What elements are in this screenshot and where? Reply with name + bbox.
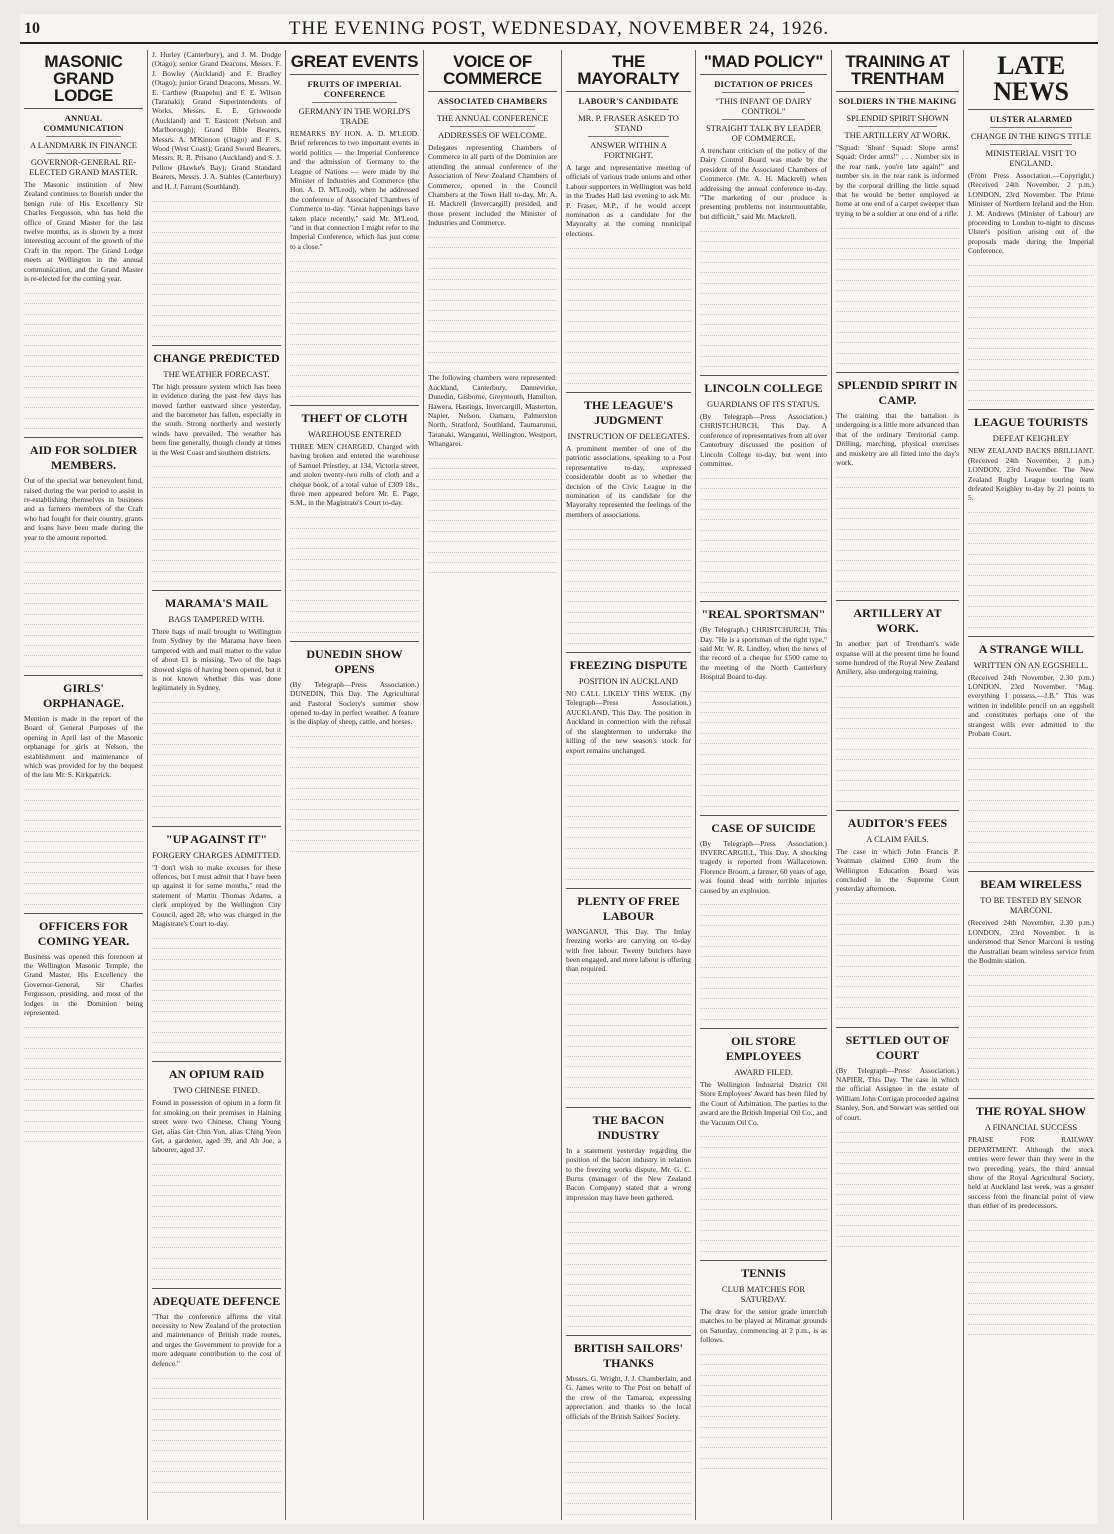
section-title: FREEZING DISPUTE xyxy=(566,652,691,673)
article-headline: MASONIC GRAND LODGE xyxy=(24,50,143,109)
article-subheading: MR. P. FRASER ASKED TO STAND xyxy=(578,113,679,133)
text-filler xyxy=(290,727,419,852)
section-title: "REAL SPORTSMAN" xyxy=(700,601,827,622)
divider xyxy=(722,92,805,93)
section-title: THE BACON INDUSTRY xyxy=(566,1107,691,1143)
article-subheading: GERMANY IN THE WORLD'S TRADE xyxy=(298,106,411,126)
section-body: (By Telegraph.) CHRISTCHURCH, This Day. "He is a sportsman of the right type," said Mr. W. R. Lindley, when the news of the record of a cheque for £500 came to the meeting of the North Canterbury Hospital Board to-day. xyxy=(700,625,827,682)
article-body: REMARKS BY HON. A. D. M'LEOD. Brief references to two important events in world politics — the Imperial Conference and the admission of Germany to the League of Nations — were made by the Minister of Industries and Commerce (the Hon. A. D. M'Leod), when he addressed the conference of Associated Chambers of Commerce to-day. "Great happenings have taken place recently," said Mr. M'Leod, "and in that connection I might refer to the Imperial Conference, which has just come to a close." xyxy=(290,129,419,251)
section-body: Found in possession of opium in a form fit for smoking on their premises in Haining street were two Chinese, Chung Young Get, alias Get Chin Yon, alias Ching Yeon Get, a gardener, aged 39, and Ah Joe, a labourer, aged 37. xyxy=(152,1098,281,1155)
article-body: A trenchant criticism of the policy of the Dairy Control Board was made by the president of the Associated Chambers of Commerce (Mr. A. H. Mackrell) when addressing the annual conference to-day. "The marketing of our produce is presenting problems not insurmountable, but difficult," said Mr. Mackrell. xyxy=(700,146,827,221)
article-subheading: THE ANNUAL CONFERENCE xyxy=(436,113,549,123)
article-subheading: GOVERNOR-GENERAL RE-ELECTED GRAND MASTER. xyxy=(29,157,138,177)
text-filler xyxy=(152,457,281,582)
article-subheading: "THIS INFANT OF DAIRY CONTROL" xyxy=(715,96,812,116)
divider xyxy=(312,102,397,103)
article-subheading: A LANDMARK IN FINANCE xyxy=(30,140,137,150)
text-filler xyxy=(152,1368,281,1493)
section-title: LEAGUE TOURISTS xyxy=(968,409,1094,430)
divider xyxy=(858,126,937,127)
text-filler xyxy=(968,503,1094,628)
section-body: (By Telegraph—Press Association.) DUNEDIN, This Day. The Agricultural and Pastoral Society's summer show opened to-day in perfect weather. A feature is the display of sheep, cattle, and horses. xyxy=(290,679,419,727)
section-body: (By Telegraph—Press Association.) NAPIER, This Day. The case in which the official Assignee in the estate of William John Corrigan proceeded against Stanley, Son, and Stewart was settled out of court. xyxy=(836,1065,959,1122)
section-title: "UP AGAINST IT" xyxy=(152,826,281,847)
article-body: J. Hurley (Canterbury), and J. M. Dodge (Otago); senior Grand Deacons, Messrs. F. J. Bowley (Auckland) and F. Bradley (Otago); junior Grand Deacons, Messrs. W. E. Carthew (Ruapehu) and F. E. Wilson (Taranaki); Grand Superintendents of Works, Messrs. E. E. Griswoode (Auckland) and T. Eastcott (Nelson and Marlborough); Grand Bible Bearers, Messrs. A. M'Kinnon (Otago) and F. S. Wood (West Coast); Grand Sword Bearers, Messrs. R. R. Prisano (Auckland) and S. J. Pellow (Hawke's Bay); Grand Standard Bearers, Messrs. J. A. Stables (Canterbury) and H. J. Farrant (Southland). xyxy=(152,50,281,191)
section-body: (By Telegraph—Press Association.) CHRISTCHURCH, This Day. A conference of representatives from all over Canterbury discussed the position of Lincoln College to-day, but went into committee. xyxy=(700,411,828,468)
section-body: The case in which John Francis P. Yeatman claimed £360 from the Wellington Education Board was concluded in the Supreme Court yesterday afternoon. xyxy=(836,846,959,894)
divider xyxy=(588,109,669,110)
divider xyxy=(990,127,1072,128)
section-title: MARAMA'S MAIL xyxy=(152,590,281,611)
section-subheading: DEFEAT KEIGHLEY xyxy=(992,433,1070,444)
section-title: AUDITOR'S FEES xyxy=(836,810,959,831)
section-body: "I don't wish to make excuses for these offences, but I must admit that I have been up against it for some months," read the statement of Martin Thomas Adams, a clerk employed by the Wellington City Council, aged 28, who was charged in the Magistrate's Court to-day. xyxy=(152,862,281,929)
page-number: 10 xyxy=(24,20,40,37)
text-filler xyxy=(566,974,691,1099)
section-body: Mention is made in the report of the Board of General Purposes of the opening in April last of the Masonic orphanage for girls at Nelson, the establishment and maintenance of which was provided for by the bequest of the late Mr. S. Kirkpatrick. xyxy=(24,713,143,780)
section-body: The Wellington Industrial District Oil Store Employees' Award has been filed by the Court of Arbitration. The parties to the award are the British Imperial Oil Co., and the Vacuum Oil Co. xyxy=(700,1079,827,1127)
article-subheading: SPLENDID SPIRIT SHOWN xyxy=(846,113,949,123)
divider xyxy=(990,144,1072,145)
section-title: DUNEDIN SHOW OPENS xyxy=(290,641,419,677)
section-body: "That the conference affirms the vital necessity to New Zealand of the protection and maintenance of British trade routes, and urges the Government to provide for a more adequate contribution to the cost of defence." xyxy=(152,1311,281,1368)
column-7 xyxy=(832,50,964,1520)
section-title: TENNIS xyxy=(700,1260,827,1281)
text-filler xyxy=(700,682,827,807)
section-subheading: A CLAIM FAILS. xyxy=(866,833,929,844)
article-headline: TRAINING AT TRENTHAM xyxy=(836,50,959,92)
article-subheading: ULSTER ALARMED xyxy=(989,114,1073,124)
section-body: THREE MEN CHARGED. Charged with having broken and entered the warehouse of Samuel Priestley, at 134, Victoria street, and stolen twenty-two rolls of cloth and a cheque book, of a total value of £309 18s., three men appeared before Mr. E. Page, S.M., in the Magistrate's Court to-day. xyxy=(290,441,419,508)
text-filler xyxy=(700,895,827,1020)
column-2 xyxy=(148,50,286,1520)
article-subheading: DICTATION OF PRICES xyxy=(714,79,813,89)
text-filler xyxy=(836,467,959,592)
section-subheading: AWARD FILED. xyxy=(734,1066,793,1077)
article-subheading: ANSWER WITHIN A FORTNIGHT. xyxy=(590,140,667,160)
newspaper-title: THE EVENING POST, WEDNESDAY, NOVEMBER 24, 1926. xyxy=(288,18,830,39)
column-4 xyxy=(424,50,562,1520)
section-title: LINCOLN COLLEGE xyxy=(700,375,827,396)
section-subheading: THE WEATHER FORECAST. xyxy=(163,368,270,379)
text-filler xyxy=(24,780,143,905)
section-subheading: INSTRUCTION OF DELEGATES. xyxy=(567,430,690,441)
article-subheading: THE ARTILLERY AT WORK. xyxy=(844,130,951,140)
text-filler xyxy=(968,256,1094,402)
text-filler xyxy=(968,965,1094,1090)
text-filler xyxy=(428,449,557,574)
section-subheading: WRITTEN ON AN EGGSHELL. xyxy=(973,659,1089,670)
text-filler xyxy=(700,221,827,367)
section-title: BRITISH SAILORS' THANKS xyxy=(566,1335,691,1371)
column-8 xyxy=(964,50,1098,1520)
article-headline: GREAT EVENTS xyxy=(290,50,419,75)
section-body: The following chambers were represented: Auckland, Canterbury, Dannevirke, Dunedin, Gisborne, Greymouth, Hamilton, Hawera, Hastings, Invercargill, Masterton, Napier, Nelson, Oamaru, Palmerston North, Stratford, Southland, Taumarunui, Taranaki, Wanganui, Wellington, Westport, Whangarei. xyxy=(428,373,557,449)
section-title: BEAM WIRELESS xyxy=(968,871,1094,892)
section-body: The training that the battalion is undergoing is a little more advanced than that of the ordinary Territorial camp. Drilling, marching, physical exercises and musketry are all fitted into the day's work. xyxy=(836,410,959,467)
article-headline: VOICE OF COMMERCE xyxy=(428,50,557,92)
article-headline: "MAD POLICY" xyxy=(700,50,827,75)
section-body: The high pressure system which has been in evidence during the past few days has moved farther eastward since yesterday, and the barometer has fallen, especially in the south. Strong northerly and westerly winds have prevailed. The weather has been fine generally, though cloudy at times in the West Coast and southern districts. xyxy=(152,381,281,457)
text-filler xyxy=(290,251,419,397)
text-filler xyxy=(152,1155,281,1280)
text-filler xyxy=(566,238,691,384)
column-6 xyxy=(696,50,832,1520)
section-body: NEW ZEALAND BACKS BRILLIANT. (Received 24th November, 2 p.m.) LONDON, 23rd November. The New Zealand Rugby League touring team defeated Keighley to-day by 21 points to 5. xyxy=(968,446,1094,503)
text-filler xyxy=(566,519,691,644)
article-subheading: ANNUAL COMMUNICATION xyxy=(43,113,124,133)
section-title: THEFT OF CLOTH xyxy=(290,405,419,426)
text-filler xyxy=(152,928,281,1053)
text-filler xyxy=(836,218,959,364)
section-body: Messrs. G. Wright, J. J. Chamberlain, and G. James write to The Post on behalf of the crew of the Tamaroa, expressing appreciation and thanks to the local officials of the British Sailors' Society. xyxy=(566,1374,691,1421)
section-subheading: GUARDIANS OF ITS STATUS. xyxy=(707,398,820,409)
text-filler xyxy=(566,1421,691,1520)
article-subheading: SOLDIERS IN THE MAKING xyxy=(838,96,957,106)
section-title: SETTLED OUT OF COURT xyxy=(836,1027,959,1063)
section-title: CHANGE PREDICTED xyxy=(152,345,281,366)
section-body: (Received 24th November, 2.30 p.m.) LONDON, 23rd November. It is understood that Senor Marconi is testing the Australian beam wireless service from the Bodmin station. xyxy=(968,918,1094,965)
section-body: NO CALL LIKELY THIS WEEK. (By Telegraph—Press Association.) AUCKLAND, This Day. The position in Auckland in connection with the refusal of the slaughtermen to undertake the killing of the new season's stock for export remains unchanged. xyxy=(566,689,691,755)
text-filler xyxy=(24,542,143,667)
section-title: OIL STORE EMPLOYEES xyxy=(700,1028,827,1064)
divider xyxy=(46,153,121,154)
text-filler xyxy=(152,191,281,337)
section-title: ADEQUATE DEFENCE xyxy=(152,1288,281,1309)
article-body: Delegates representing Chambers of Commerce in all parts of the Dominion are attending the annual conference of the Association of New Zealand Chambers of Commerce, opened in the Council Chambers at the Town Hall to-day. Mr. A. H. Mackrell (Invercargill) presided, and those present included the Minister of Industries and Commerce. xyxy=(428,143,557,228)
divider xyxy=(450,109,535,110)
section-body: The draw for the senior grade interclub matches to be played at Miramar grounds on Saturday, commencing at 2 p.m., is as follows. xyxy=(700,1306,827,1344)
text-filler xyxy=(700,1127,827,1252)
text-filler xyxy=(24,1017,143,1142)
divider xyxy=(588,136,669,137)
masthead xyxy=(20,14,1098,44)
text-filler xyxy=(836,677,959,802)
section-subheading: A FINANCIAL SUCCESS xyxy=(984,1122,1078,1133)
text-filler xyxy=(566,1202,691,1327)
section-body: Three bags of mail brought to Wellington from Sydney by the Marama have been tampered with and mail matter to the value of about £1 is missing. Two of the bags showed signs of having been opened, but it is not known whether this was done legitimately in Sydney. xyxy=(152,626,281,693)
section-title: AID FOR SOLDIER MEMBERS. xyxy=(24,437,143,473)
article-subheading: FRUITS OF IMPERIAL CONFERENCE xyxy=(307,79,402,99)
divider xyxy=(450,126,535,127)
section-title: CASE OF SUICIDE xyxy=(700,815,827,836)
text-filler xyxy=(700,1344,827,1469)
section-title: GIRLS' ORPHANAGE. xyxy=(24,675,143,711)
section-title: PLENTY OF FREE LABOUR xyxy=(566,888,691,924)
text-filler xyxy=(566,755,691,880)
section-subheading: FORGERY CHARGES ADMITTED. xyxy=(152,849,281,860)
article-subheading: ADDRESSES OF WELCOME. xyxy=(438,130,547,140)
section-subheading: TWO CHINESE FINED. xyxy=(173,1085,260,1096)
column-1 xyxy=(20,50,148,1520)
section-body: WANGANUI, This Day. The Imlay freezing works are carrying on to-day with free labour. Twenty butchers have been engaged, and more labour is offering than required. xyxy=(566,926,691,974)
text-filler xyxy=(836,1122,959,1247)
section-body: In a statement yesterday regarding the position of the bacon industry in relation to the freezing works dispute, Mr. G. C. Burns (manager of the New Zealand Bacon Company) stated that a wrong impression may have been gathered. xyxy=(566,1145,691,1202)
section-subheading: BAGS TAMPERED WITH. xyxy=(168,613,265,624)
column-3 xyxy=(286,50,424,1520)
text-filler xyxy=(968,739,1094,864)
text-filler xyxy=(968,1211,1094,1336)
section-title: A STRANGE WILL xyxy=(968,636,1094,657)
section-subheading: TO BE TESTED BY SENOR MARCONI. xyxy=(980,895,1082,916)
section-subheading: POSITION IN AUCKLAND xyxy=(578,676,679,687)
column-5 xyxy=(562,50,696,1520)
section-body: Business was opened this forenoon at the Wellington Masonic Temple, the Grand Master, His Excellency the Governor-General, Sir Charles Fergusson, presiding, and most of the lodges in the Dominion being represented. xyxy=(24,951,143,1018)
section-body: A prominent member of one of the patriotic associations, speaking to a Post representative to-day, expressed considerable doubt as to whether the decision of the Civic League in the nomination of its candidate for the Mayoralty represented the feelings of the members of associations. xyxy=(566,443,691,519)
article-body: "Squad: 'Shun! Squad: Slope arms! Squad: Order arms!" . . . Number six in the rear rank, you're late again!" and number six in the rear rank is informed by the corporal drilling the little squad that he would be better employed at home at one end of a carpet sweeper than trying to be a soldier at one end of a rifle. xyxy=(836,143,959,218)
article-body: A large and representative meeting of officials of various trade unions and other Labour supporters in Wellington was held in the Trades Hall last evening to ask Mr. P. Fraser, M.P., if he would accept nomination as a candidate for the Mayoralty at the coming municipal elections. xyxy=(566,163,691,238)
columns xyxy=(20,50,1098,1520)
section-body: (Received 24th November, 2.30 p.m.) LONDON, 23rd November. "Mag. everything I possess.—J.B." This was written in indelible pencil on an eggshell and constitutes perhaps one of the strangest wills ever admitted to the Probate Court. xyxy=(968,672,1094,739)
section-title: THE ROYAL SHOW xyxy=(968,1098,1094,1119)
section-title: ARTILLERY AT WORK. xyxy=(836,600,959,636)
newspaper-page xyxy=(20,14,1098,1524)
section-title: SPLENDID SPIRIT IN CAMP. xyxy=(836,372,959,408)
article-subheading: CHANGE IN THE KING'S TITLE xyxy=(970,131,1092,141)
text-filler xyxy=(290,508,419,633)
article-headline: THE MAYORALTY xyxy=(566,50,691,92)
section-title: THE LEAGUE'S JUDGMENT xyxy=(566,392,691,428)
section-body: Out of the special war benevolent fund, raised during the war period to assist in re-establishing themselves in business and as farmers members of the Craft who had fought for their country, grants and loans have been made during the year to the amount reported. xyxy=(24,476,143,542)
section-title: OFFICERS FOR COMING YEAR. xyxy=(24,913,143,949)
divider xyxy=(858,109,937,110)
section-body: PRAISE FOR RAILWAY DEPARTMENT. Although the stock entries were fewer than they were in the two preceding years, the third annual show of the Royal Agricultural Society, held at Auckland last week, was a greater success from the financial point of view than either of its predecessors. xyxy=(968,1135,1094,1211)
article-subheading: MINISTERIAL VISIT TO ENGLAND. xyxy=(985,148,1077,168)
divider xyxy=(46,136,121,137)
article-subheading: LABOUR'S CANDIDATE xyxy=(578,96,679,106)
text-filler xyxy=(836,894,959,1019)
article-subheading: ASSOCIATED CHAMBERS xyxy=(437,96,548,106)
article-body: (From Press Association.—Copyright.) (Received 24th November, 2 p.m.) LONDON, 23rd November. The Prime Minister of Northern Ireland and the Hon. J. M. Andrews (Minister of Labour) are proceeding to London to-night to discuss Ulster's position arising out of the proposals made during the Imperial Conference. xyxy=(968,171,1094,256)
section-body: (By Telegraph—Press Association.) INVERCARGILL, This Day. A shocking tragedy is reported from Wallacetown. Florence Broom, a farmer, 60 years of age, was found dead with terrible injuries caused by an explosion. xyxy=(700,838,827,895)
section-title: AN OPIUM RAID xyxy=(152,1061,281,1082)
article-headline: LATE NEWS xyxy=(968,50,1094,110)
text-filler xyxy=(700,468,827,593)
section-body: In another part of Trentham's wide expanse will at the present time be found some hundred of the Royal New Zealand Artillery, also undergoing training. xyxy=(836,639,959,677)
text-filler xyxy=(152,693,281,818)
text-filler xyxy=(24,283,143,429)
article-body: The Masonic institution of New Zealand continues to flourish under the benign rule of His Excellency Sir Charles Fergusson, who has held the office of Grand Master for the last twelve months, as is shown by a most interesting account of the growth of the Craft in the report. The Grand Lodge meets at Wellington in the annual communication, and the Grand Master is re-elected for the coming year. xyxy=(24,180,143,284)
section-subheading: WAREHOUSE ENTERED xyxy=(307,428,402,439)
section-subheading: CLUB MATCHES FOR SATURDAY. xyxy=(721,1283,806,1304)
divider xyxy=(722,119,805,120)
article-subheading: STRAIGHT TALK BY LEADER OF COMMERCE. xyxy=(705,123,822,143)
text-filler xyxy=(428,228,557,374)
